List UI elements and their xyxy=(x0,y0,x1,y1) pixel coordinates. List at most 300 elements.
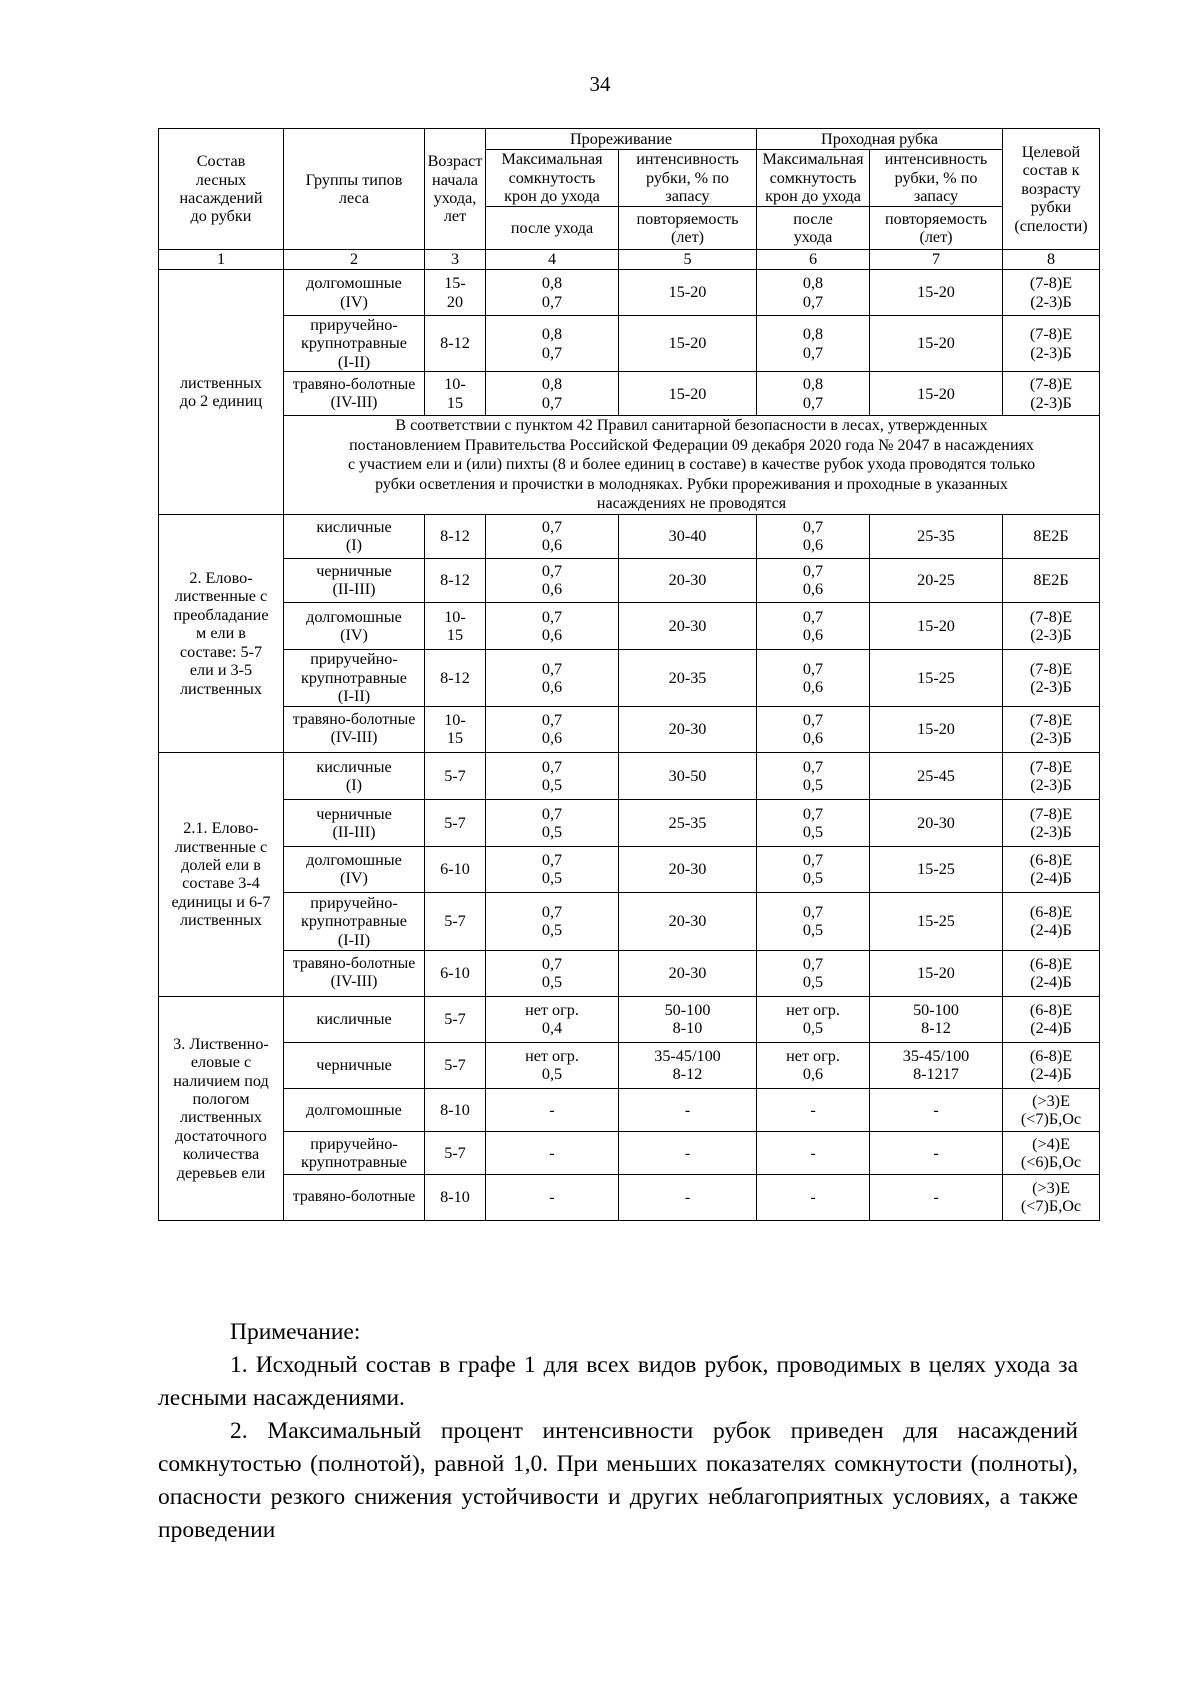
start-age-line: 5-7 xyxy=(444,912,466,931)
table-row xyxy=(159,129,1100,150)
header-max-density-thinning-line: крон до ухода xyxy=(504,187,600,206)
start-age xyxy=(425,1088,486,1131)
thinning-max-density-line: 0,8 xyxy=(541,375,563,394)
forest-type-group xyxy=(284,1131,425,1174)
passage-intensity xyxy=(870,602,1003,649)
forest-type-group-line: травяно-болотные xyxy=(292,375,416,393)
header-intensity-thinning xyxy=(619,150,757,207)
forest-type-group xyxy=(284,799,425,846)
target-composition xyxy=(1003,892,1100,950)
group-deciduous-spruce-label-line: пологом xyxy=(192,1090,250,1109)
header-repeat-thinning-line: (лет) xyxy=(670,228,705,246)
group-deciduous-spruce-label-line: деревьев ели xyxy=(176,1163,266,1182)
passage-max-density-line: 0,8 xyxy=(802,375,824,394)
start-age-line: 10- xyxy=(444,607,466,626)
group-spruce-share-label-line: единицы и 6-7 xyxy=(171,892,271,911)
sanitary-rules-note-line: насаждениях не проводятся xyxy=(596,495,787,513)
passage-max-density xyxy=(757,706,870,752)
passage-max-density-line: 0,7 xyxy=(802,518,824,537)
start-age-line: 8-10 xyxy=(440,1100,470,1119)
passage-intensity xyxy=(870,514,1003,558)
thinning-intensity xyxy=(619,1088,757,1131)
header-max-density-passage xyxy=(757,150,870,207)
header-max-density-thinning-line: сомкнутость xyxy=(508,168,596,187)
thinning-intensity-line: 20-30 xyxy=(668,860,707,879)
passage-max-density-line: 0,8 xyxy=(802,274,824,293)
thinning-max-density-line: 0,7 xyxy=(541,607,563,626)
passage-max-density xyxy=(757,558,870,602)
thinning-max-density-line: 0,7 xyxy=(541,292,563,311)
target-composition-line: (2-4)Б xyxy=(1030,869,1072,888)
passage-max-density-line: 0,7 xyxy=(802,562,824,581)
passage-intensity xyxy=(870,558,1003,602)
passage-intensity-line: - xyxy=(933,1143,939,1162)
thinning-max-density xyxy=(486,649,619,706)
header-composition-line: лесных xyxy=(195,170,247,189)
forest-type-group-line: кисличные xyxy=(316,1010,392,1029)
start-age xyxy=(425,1042,486,1088)
thinning-intensity xyxy=(619,706,757,752)
passage-intensity xyxy=(870,846,1003,892)
thinning-intensity-line: 25-35 xyxy=(668,813,707,832)
thinning-max-density xyxy=(486,846,619,892)
passage-max-density xyxy=(757,1131,870,1174)
passage-max-density-line: 0,6 xyxy=(802,1065,824,1084)
header-repeat-passage-line: (лет) xyxy=(919,228,953,246)
start-age xyxy=(425,1131,486,1174)
start-age xyxy=(425,514,486,558)
passage-max-density xyxy=(757,514,870,558)
forest-type-group-line: (IV) xyxy=(340,292,368,311)
target-composition-line: (6-8)Е xyxy=(1029,955,1073,974)
header-repeat-passage xyxy=(870,207,1003,250)
thinning-max-density-line: 0,6 xyxy=(541,677,563,696)
start-age-line: 5-7 xyxy=(444,813,466,832)
forest-type-group-line: (IV) xyxy=(340,869,368,888)
group-deciduous-spruce-label-line: лиственных xyxy=(179,1108,263,1127)
thinning-intensity-line: - xyxy=(684,1100,691,1119)
group-deciduous-spruce-label-line: наличием под xyxy=(173,1071,269,1090)
thinning-intensity-line: 35-45/100 xyxy=(654,1047,721,1066)
target-composition-line: (2-3)Б xyxy=(1030,729,1072,748)
target-composition-line: (<6)Б,Ос xyxy=(1020,1152,1082,1171)
target-composition-line: (7-8)Е xyxy=(1029,804,1073,823)
passage-max-density-line: 0,6 xyxy=(802,580,824,599)
thinning-intensity xyxy=(619,1174,757,1220)
forest-type-group-line: (I) xyxy=(345,536,363,555)
passage-intensity-line: 15-20 xyxy=(917,964,955,983)
column-number: 4 xyxy=(486,250,619,270)
thinning-intensity-line: - xyxy=(684,1188,691,1207)
passage-intensity-line: 15-25 xyxy=(917,912,955,931)
table-row xyxy=(159,1042,1100,1088)
table-row xyxy=(159,649,1100,706)
start-age xyxy=(425,558,486,602)
thinning-intensity-line: 20-30 xyxy=(668,964,707,983)
passage-max-density xyxy=(757,1042,870,1088)
passage-max-density-line: 0,7 xyxy=(802,757,824,776)
passage-max-density-line: - xyxy=(810,1100,816,1119)
header-intensity-thinning-line: запасу xyxy=(665,187,710,206)
thinning-intensity-line: 15-20 xyxy=(668,334,707,353)
thinning-max-density xyxy=(486,1174,619,1220)
start-age-line: 15 xyxy=(446,393,464,412)
forest-type-group-line: черничные xyxy=(316,562,392,581)
forest-type-group-line: крупнотравные xyxy=(301,334,407,353)
forest-type-group-line: травяно-болотные xyxy=(292,955,416,973)
group-spruce-share-label-line: лиственных xyxy=(179,911,263,930)
target-composition-line: (2-4)Б xyxy=(1030,921,1072,940)
passage-intensity-line: - xyxy=(933,1188,939,1207)
thinning-max-density-line: 0,8 xyxy=(541,325,563,344)
header-repeat-passage-line: повторяемость xyxy=(884,209,988,228)
passage-intensity-line: 20-25 xyxy=(917,571,955,590)
target-composition-line: (>3)Е xyxy=(1032,1091,1070,1110)
thinning-intensity-line: 20-30 xyxy=(668,720,707,739)
forest-type-group-line: (IV-III) xyxy=(330,973,378,991)
start-age-line: 8-10 xyxy=(440,1188,470,1207)
thinning-max-density-line: 0,7 xyxy=(541,659,563,678)
group-deciduous-small-label-line: до 2 единиц xyxy=(179,391,263,410)
group-spruce-dominant-label-line: преобладание xyxy=(173,605,269,624)
passage-max-density-line: 0,7 xyxy=(802,659,824,678)
forest-type-group-line: черничные xyxy=(316,804,392,823)
forest-type-group-line: крупнотравные xyxy=(301,668,407,687)
start-age-line: 6-10 xyxy=(440,964,470,983)
header-thinning: Прореживание xyxy=(486,129,757,150)
thinning-regulations-table xyxy=(158,128,1100,1221)
thinning-max-density-line: - xyxy=(549,1188,555,1207)
thinning-intensity xyxy=(619,649,757,706)
header-composition-line: до рубки xyxy=(190,207,252,226)
note-2: 2. Максимальный процент интенсивности рубок приведен для насаждений сомкнутостью (полнотой), равной 1,0. При меньших показателях сомкнутости (полноты), опасности резкого снижения устойчивости и других неблагоприятных условиях, а также проведении xyxy=(158,1418,1078,1543)
thinning-max-density-line: 0,4 xyxy=(541,1019,563,1038)
start-age-line: 5-7 xyxy=(444,766,466,785)
forest-type-group-line: приручейно- xyxy=(310,1134,398,1153)
passage-intensity xyxy=(870,799,1003,846)
target-composition xyxy=(1003,996,1100,1042)
passage-max-density xyxy=(757,602,870,649)
group-spruce-share-label-line: 2.1. Елово- xyxy=(183,819,259,838)
thinning-intensity-line: 8-10 xyxy=(672,1019,703,1038)
forest-type-group-line: (IV-III) xyxy=(330,393,378,411)
forest-type-group xyxy=(284,950,425,996)
group-deciduous-spruce-label-line: еловые с xyxy=(190,1053,252,1072)
thinning-max-density-line: нет огр. xyxy=(525,1001,579,1020)
target-composition xyxy=(1003,316,1100,372)
target-composition xyxy=(1003,1042,1100,1088)
table-row xyxy=(159,950,1100,996)
passage-max-density xyxy=(757,1174,870,1220)
passage-max-density-line: 0,7 xyxy=(802,292,824,311)
thinning-max-density xyxy=(486,799,619,846)
thinning-max-density-line: 0,7 xyxy=(541,851,563,870)
thinning-intensity xyxy=(619,1131,757,1174)
passage-intensity-line: 8-12 xyxy=(921,1019,951,1038)
target-composition-line: (2-3)Б xyxy=(1030,625,1072,644)
forest-type-group xyxy=(284,1042,425,1088)
forest-type-group xyxy=(284,372,425,416)
forest-type-group-line: (II-III) xyxy=(332,580,376,599)
target-composition-line: (6-8)Е xyxy=(1029,1001,1073,1020)
start-age xyxy=(425,372,486,416)
forest-type-group-line: долгомошные xyxy=(306,851,402,870)
header-start-age-line: начала xyxy=(432,170,478,189)
thinning-intensity xyxy=(619,316,757,372)
passage-intensity xyxy=(870,1131,1003,1174)
target-composition xyxy=(1003,950,1100,996)
thinning-intensity xyxy=(619,892,757,950)
table-row xyxy=(159,846,1100,892)
target-composition-line: (2-3)Б xyxy=(1030,775,1072,794)
table-row xyxy=(159,602,1100,649)
forest-type-group-line: (IV) xyxy=(340,625,368,644)
start-age-line: 6-10 xyxy=(440,860,470,879)
table-row xyxy=(159,996,1100,1042)
thinning-intensity xyxy=(619,752,757,799)
thinning-intensity-line: 30-40 xyxy=(668,527,707,546)
group-spruce-dominant-label-line: составе: 5-7 xyxy=(179,642,263,661)
passage-max-density xyxy=(757,846,870,892)
table-row xyxy=(159,1088,1100,1131)
thinning-max-density-line: 0,5 xyxy=(541,1065,563,1084)
passage-max-density xyxy=(757,799,870,846)
start-age-line: 10- xyxy=(444,375,466,394)
thinning-max-density xyxy=(486,372,619,416)
header-forest-groups-line: леса xyxy=(338,189,370,207)
thinning-intensity xyxy=(619,372,757,416)
passage-intensity-line: 25-45 xyxy=(917,766,955,785)
column-number: 7 xyxy=(870,250,1003,270)
header-intensity-passage-line: запасу xyxy=(913,187,959,206)
target-composition-line: (6-8)Е xyxy=(1029,851,1073,870)
start-age xyxy=(425,649,486,706)
thinning-intensity xyxy=(619,514,757,558)
start-age xyxy=(425,996,486,1042)
start-age-line: 10- xyxy=(444,711,466,730)
thinning-intensity-line: 8-12 xyxy=(672,1065,703,1084)
thinning-max-density-line: 0,7 xyxy=(541,518,563,537)
passage-max-density-line: 0,7 xyxy=(802,903,824,922)
thinning-max-density xyxy=(486,558,619,602)
thinning-max-density xyxy=(486,950,619,996)
target-composition-line: (>4)Е xyxy=(1032,1134,1070,1153)
header-target-composition-line: возрасту xyxy=(1021,179,1081,198)
thinning-max-density xyxy=(486,270,619,316)
header-max-density-thinning-line: Максимальная xyxy=(501,150,603,169)
start-age xyxy=(425,316,486,372)
passage-intensity-line: 15-20 xyxy=(917,334,955,353)
group-spruce-share-label-line: составе 3-4 xyxy=(182,874,260,893)
passage-intensity xyxy=(870,996,1003,1042)
group-deciduous-spruce-label xyxy=(159,996,284,1220)
thinning-intensity xyxy=(619,602,757,649)
thinning-max-density-line: - xyxy=(549,1100,555,1119)
header-composition-line: Состав xyxy=(196,152,246,171)
passage-intensity-line: 15-20 xyxy=(917,283,955,302)
table-row xyxy=(159,1174,1100,1220)
passage-max-density-line: 0,5 xyxy=(802,921,824,940)
header-max-density-thinning xyxy=(486,150,619,207)
target-composition-line: (2-3)Б xyxy=(1030,292,1072,311)
passage-max-density-line: 0,5 xyxy=(802,1019,824,1038)
forest-type-group xyxy=(284,752,425,799)
target-composition xyxy=(1003,270,1100,316)
forest-type-group-line: (I-II) xyxy=(337,352,371,371)
passage-max-density-line: 0,5 xyxy=(802,973,824,992)
passage-max-density-line: 0,8 xyxy=(802,325,824,344)
forest-type-group xyxy=(284,316,425,372)
start-age-line: 15- xyxy=(444,274,466,293)
header-forest-groups xyxy=(284,129,425,250)
forest-type-group-line: (I-II) xyxy=(337,687,371,706)
forest-type-group xyxy=(284,846,425,892)
passage-intensity-line: 50-100 xyxy=(913,1001,959,1020)
forest-type-group-line: травяно-болотные xyxy=(292,1188,416,1206)
start-age-line: 15 xyxy=(446,729,464,748)
thinning-intensity-line: 50-100 xyxy=(664,1001,711,1020)
target-composition xyxy=(1003,846,1100,892)
thinning-max-density-line: 0,6 xyxy=(541,625,563,644)
group-deciduous-spruce-label-line: достаточного xyxy=(175,1126,267,1145)
passage-max-density xyxy=(757,649,870,706)
target-composition-line: (6-8)Е xyxy=(1029,1047,1073,1066)
passage-intensity xyxy=(870,649,1003,706)
passage-max-density-line: 0,5 xyxy=(802,822,824,841)
column-number: 6 xyxy=(757,250,870,270)
thinning-max-density xyxy=(486,514,619,558)
forest-type-group-line: крупнотравные xyxy=(301,912,407,931)
passage-max-density xyxy=(757,950,870,996)
header-passage-cutting: Проходная рубка xyxy=(757,129,1003,150)
thinning-max-density-line: 0,5 xyxy=(541,921,563,940)
thinning-max-density xyxy=(486,1042,619,1088)
group-spruce-dominant-label-line: лиственные с xyxy=(174,587,268,606)
thinning-max-density-line: 0,7 xyxy=(541,903,563,922)
forest-type-group-line: (IV-III) xyxy=(330,729,378,747)
table-row xyxy=(159,514,1100,558)
passage-intensity-line: 15-25 xyxy=(917,860,955,879)
header-start-age-line: ухода, xyxy=(433,189,477,207)
passage-intensity-line: 15-20 xyxy=(917,616,955,635)
start-age-line: 8-12 xyxy=(440,334,470,353)
group-spruce-dominant-label-line: лиственных xyxy=(179,679,263,698)
thinning-intensity xyxy=(619,799,757,846)
thinning-max-density-line: 0,6 xyxy=(541,536,563,555)
group-deciduous-small-label-line: лиственных xyxy=(179,373,263,392)
group-spruce-dominant-label-line: ели и 3-5 xyxy=(189,661,253,680)
thinning-intensity xyxy=(619,950,757,996)
header-target-composition xyxy=(1003,129,1100,250)
passage-max-density-line: - xyxy=(810,1143,816,1162)
passage-max-density-line: 0,7 xyxy=(802,393,824,412)
notes-title: Примечание: xyxy=(230,1319,361,1345)
thinning-max-density-line: 0,7 xyxy=(541,711,563,730)
passage-intensity-line: 25-35 xyxy=(917,527,955,546)
target-composition-line: 8Е2Б xyxy=(1033,527,1069,546)
thinning-max-density-line: 0,8 xyxy=(541,274,563,293)
passage-max-density xyxy=(757,316,870,372)
start-age xyxy=(425,799,486,846)
table-row xyxy=(159,250,1100,270)
passage-max-density-line: - xyxy=(810,1188,816,1207)
start-age xyxy=(425,1174,486,1220)
forest-type-group-line: долгомошные xyxy=(306,607,402,626)
thinning-max-density-line: 0,5 xyxy=(541,973,563,992)
target-composition-line: (7-8)Е xyxy=(1029,375,1073,394)
header-composition xyxy=(159,129,284,250)
header-target-composition-line: состав к xyxy=(1022,161,1080,180)
start-age xyxy=(425,706,486,752)
group-deciduous-spruce-label-line: 3. Лиственно- xyxy=(173,1034,269,1053)
column-number: 2 xyxy=(284,250,425,270)
passage-intensity xyxy=(870,316,1003,372)
header-target-composition-line: (спелости) xyxy=(1014,216,1088,235)
forest-type-group xyxy=(284,1088,425,1131)
target-composition-line: 8Е2Б xyxy=(1033,571,1069,590)
passage-max-density xyxy=(757,996,870,1042)
forest-type-group-line: травяно-болотные xyxy=(292,711,416,729)
target-composition-line: (7-8)Е xyxy=(1029,274,1073,293)
table-row xyxy=(159,799,1100,846)
passage-max-density-line: 0,6 xyxy=(802,536,824,555)
header-target-composition-line: Целевой xyxy=(1021,142,1081,161)
group-spruce-share-label-line: долей ели в xyxy=(181,856,261,875)
thinning-intensity-line: 20-30 xyxy=(668,616,707,635)
passage-intensity-line: 35-45/100 xyxy=(902,1047,970,1066)
column-number: 5 xyxy=(619,250,757,270)
forest-type-group-line: кисличные xyxy=(316,757,392,776)
passage-intensity xyxy=(870,1042,1003,1088)
table-row xyxy=(159,752,1100,799)
target-composition-line: (2-3)Б xyxy=(1030,393,1072,412)
thinning-intensity-line: 20-30 xyxy=(668,912,707,931)
start-age-line: 5-7 xyxy=(444,1143,466,1162)
thinning-max-density xyxy=(486,602,619,649)
column-number: 8 xyxy=(1003,250,1100,270)
target-composition xyxy=(1003,602,1100,649)
target-composition-line: (2-3)Б xyxy=(1030,677,1072,696)
passage-intensity xyxy=(870,752,1003,799)
column-number: 3 xyxy=(425,250,486,270)
passage-max-density xyxy=(757,270,870,316)
header-target-composition-line: рубки xyxy=(1030,198,1072,217)
sanitary-rules-note-line: с участием ели и (или) пихты (8 и более единиц в составе) в качестве рубок ухода проводятся только xyxy=(347,456,1036,474)
column-number: 1 xyxy=(159,250,284,270)
table-row xyxy=(159,416,1100,515)
target-composition-line: (2-4)Б xyxy=(1030,1019,1072,1038)
thinning-intensity-line: 30-50 xyxy=(668,766,707,785)
thinning-max-density xyxy=(486,316,619,372)
header-intensity-passage-line: рубки, % по xyxy=(894,168,978,187)
header-max-density-passage-line: Максимальная xyxy=(762,150,864,169)
forest-type-group xyxy=(284,996,425,1042)
note-1: 1. Исходный состав в графе 1 для всех видов рубок, проводимых в целях ухода за лесными насаждениями. xyxy=(158,1352,1078,1411)
target-composition-line: (7-8)Е xyxy=(1029,711,1073,730)
header-max-density-passage-line: крон до ухода xyxy=(765,187,861,206)
thinning-intensity-line: - xyxy=(684,1143,691,1162)
thinning-max-density-line: 0,5 xyxy=(541,869,563,888)
header-intensity-thinning-line: рубки, % по xyxy=(646,168,729,187)
target-composition xyxy=(1003,372,1100,416)
thinning-max-density xyxy=(486,706,619,752)
passage-intensity-line: 8-1217 xyxy=(913,1065,959,1084)
thinning-max-density-line: 0,6 xyxy=(541,580,563,599)
forest-type-group-line: приручейно- xyxy=(310,893,398,912)
target-composition xyxy=(1003,1131,1100,1174)
forest-type-group xyxy=(284,270,425,316)
passage-max-density-line: нет огр. xyxy=(786,1001,840,1020)
